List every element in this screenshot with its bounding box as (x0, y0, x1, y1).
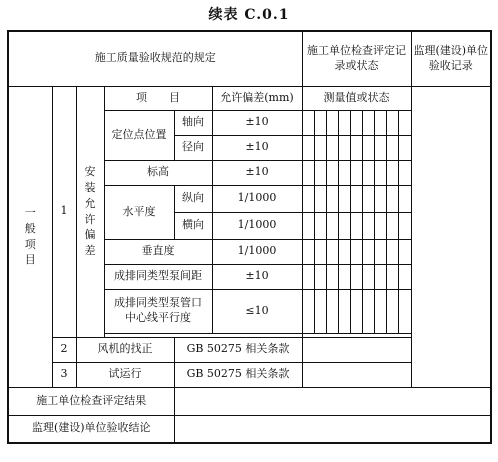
longitudinal-label: 纵向 (174, 185, 212, 212)
measure-cell (374, 135, 386, 160)
measure-cell (398, 185, 411, 212)
measure-cell (314, 212, 326, 239)
item2-record-cell (302, 337, 411, 362)
measure-cell (386, 239, 398, 264)
item1-number: 1 (52, 86, 76, 337)
unit-result-label: 施工单位检查评定结果 (8, 387, 174, 415)
position-group-label: 定位点位置 (104, 110, 174, 160)
radial-label: 径向 (174, 135, 212, 160)
measure-cell (362, 239, 374, 264)
elevation-tolerance: ±10 (212, 160, 302, 185)
item3-number: 3 (52, 362, 76, 387)
verticality-tolerance: 1/1000 (212, 239, 302, 264)
supervision-conclusion-cell (174, 415, 491, 443)
measure-cell (338, 110, 350, 135)
measure-cell (362, 185, 374, 212)
measure-cell (386, 212, 398, 239)
measure-cell (350, 110, 362, 135)
measure-cell (338, 289, 350, 333)
measure-cell (302, 185, 314, 212)
measure-cell (350, 289, 362, 333)
verticality-label: 垂直度 (104, 239, 212, 264)
measure-cell (302, 239, 314, 264)
item3-label: 试运行 (76, 362, 174, 387)
measure-cell (362, 264, 374, 289)
measure-cell (326, 212, 338, 239)
measure-cell (386, 289, 398, 333)
measure-cell (350, 160, 362, 185)
measure-cell (362, 135, 374, 160)
supervision-record-cell (411, 86, 491, 387)
inspection-table (7, 30, 492, 444)
measure-cell (398, 135, 411, 160)
measure-cell (314, 239, 326, 264)
table-title: 续表 C.0.1 (208, 7, 290, 23)
radial-tolerance: ±10 (212, 135, 302, 160)
measure-cell (314, 135, 326, 160)
measure-cell (398, 212, 411, 239)
measure-cell (302, 110, 314, 135)
measure-cell (374, 160, 386, 185)
measure-cell (386, 160, 398, 185)
pump-spacing-tolerance: ±10 (212, 264, 302, 289)
measure-cell (398, 239, 411, 264)
levelness-label: 水平度 (104, 185, 174, 239)
measure-cell (326, 110, 338, 135)
general-items-label: 一般项目 (8, 86, 52, 387)
measure-cell (326, 239, 338, 264)
item3-standard: GB 50275 相关条款 (174, 362, 302, 387)
spec-header: 施工质量验收规范的规定 (8, 31, 302, 86)
measure-cell (326, 264, 338, 289)
measure-cell (314, 110, 326, 135)
measure-cell (362, 212, 374, 239)
measure-cell (338, 212, 350, 239)
measure-cell (314, 264, 326, 289)
measure-cell (314, 185, 326, 212)
unit-check-header: 施工单位检查评定记录或状态 (302, 31, 411, 86)
measure-cell (302, 212, 314, 239)
item2-standard: GB 50275 相关条款 (174, 337, 302, 362)
measure-cell (338, 264, 350, 289)
measure-cell (398, 289, 411, 333)
measure-cell (338, 239, 350, 264)
measure-cell (338, 135, 350, 160)
measure-cell (374, 289, 386, 333)
measure-cell (314, 289, 326, 333)
measure-cell (374, 110, 386, 135)
measure-cell (374, 185, 386, 212)
measure-cell (302, 135, 314, 160)
supervision-header: 监理(建设)单位验收记录 (411, 31, 491, 86)
unit-result-cell (174, 387, 491, 415)
measure-cell (398, 110, 411, 135)
measure-cell (386, 185, 398, 212)
measure-cell (362, 160, 374, 185)
longitudinal-tolerance: 1/1000 (212, 185, 302, 212)
transverse-label: 横向 (174, 212, 212, 239)
item-col-header: 项 目 (104, 86, 212, 110)
measure-cell (326, 160, 338, 185)
measure-cell (374, 239, 386, 264)
measure-cell (338, 160, 350, 185)
pump-parallelism-tolerance: ≤10 (212, 289, 302, 333)
pump-spacing-label: 成排同类型泵间距 (104, 264, 212, 289)
item2-number: 2 (52, 337, 76, 362)
measure-cell (386, 264, 398, 289)
measure-cell (302, 160, 314, 185)
measured-col-header: 测量值或状态 (302, 86, 411, 110)
measure-cell (302, 264, 314, 289)
measure-cell (350, 239, 362, 264)
elevation-label: 标高 (104, 160, 212, 185)
measure-cell (314, 160, 326, 185)
measure-cell (350, 212, 362, 239)
axial-tolerance: ±10 (212, 110, 302, 135)
measure-cell (326, 289, 338, 333)
measure-cell (350, 135, 362, 160)
measure-cell (374, 212, 386, 239)
measure-cell (398, 160, 411, 185)
item2-label: 风机的找正 (76, 337, 174, 362)
measure-cell (398, 264, 411, 289)
transverse-tolerance: 1/1000 (212, 212, 302, 239)
measure-cell (338, 185, 350, 212)
measure-cell (326, 185, 338, 212)
axial-label: 轴向 (174, 110, 212, 135)
supervision-conclusion-label: 监理(建设)单位验收结论 (8, 415, 174, 443)
measure-cell (302, 289, 314, 333)
measure-cell (374, 264, 386, 289)
measure-cell (350, 264, 362, 289)
measure-cell (386, 110, 398, 135)
tolerance-col-header: 允许偏差(mm) (212, 86, 302, 110)
item3-record-cell (302, 362, 411, 387)
pump-parallelism-label: 成排同类型泵管口中心线平行度 (104, 289, 212, 333)
measure-cell (362, 110, 374, 135)
measure-cell (326, 135, 338, 160)
measure-cell (386, 135, 398, 160)
item1-label: 安装允许偏差 (76, 86, 104, 337)
measure-cell (362, 289, 374, 333)
measure-cell (350, 185, 362, 212)
